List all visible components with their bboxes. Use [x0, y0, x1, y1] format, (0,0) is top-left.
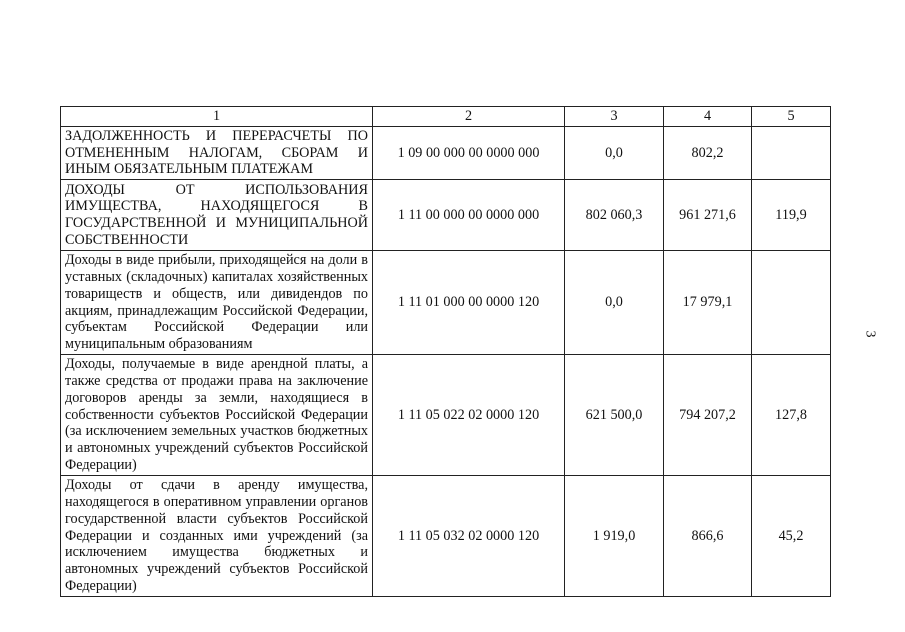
row-col3: 802 060,3 — [565, 180, 664, 251]
header-cell: 5 — [752, 107, 831, 127]
row-col5: 45,2 — [752, 475, 831, 596]
table-row — [61, 251, 831, 355]
row-description: Доходы от сдачи в аренду имущества, находящегося в оперативном управлении органов государственной власти субъектов Российской Федерации и созданных ими учреждений (за исключением имущества бюджетных и автономных учреждений субъектов Российской Федерации) — [61, 475, 373, 596]
row-col3: 1 919,0 — [565, 475, 664, 596]
row-description: Доходы, получаемые в виде арендной платы, а также средства от продажи права на заключение договоров аренды за земли, находящиеся в собственности субъектов Российской Федерации (за исключением земельных участков бюджетных и автономных учреждений субъектов Российской Федерации) — [61, 354, 373, 475]
row-col5: 119,9 — [752, 180, 831, 251]
header-cell: 4 — [664, 107, 752, 127]
row-code: 1 11 05 022 02 0000 120 — [373, 354, 565, 475]
row-col3: 0,0 — [565, 126, 664, 179]
table-row — [61, 126, 831, 179]
table-row — [61, 180, 831, 251]
table-header-row — [61, 107, 831, 127]
row-col5 — [752, 251, 831, 355]
row-code: 1 11 01 000 00 0000 120 — [373, 251, 565, 355]
row-col4: 866,6 — [664, 475, 752, 596]
header-cell: 3 — [565, 107, 664, 127]
row-col4: 17 979,1 — [664, 251, 752, 355]
row-col3: 0,0 — [565, 251, 664, 355]
row-col5 — [752, 126, 831, 179]
row-code: 1 09 00 000 00 0000 000 — [373, 126, 565, 179]
budget-revenue-table — [60, 106, 831, 597]
row-col4: 802,2 — [664, 126, 752, 179]
row-description: ЗАДОЛЖЕННОСТЬ И ПЕРЕРАСЧЕТЫ ПО ОТМЕНЕННЫМ НАЛОГАМ, СБОРАМ И ИНЫМ ОБЯЗАТЕЛЬНЫМ ПЛАТЕЖАМ — [61, 126, 373, 179]
table-row — [61, 354, 831, 475]
row-description: ДОХОДЫ ОТ ИСПОЛЬЗОВАНИЯ ИМУЩЕСТВА, НАХОДЯЩЕГОСЯ В ГОСУДАРСТВЕННОЙ И МУНИЦИПАЛЬНОЙ СОБСТВЕННОСТИ — [61, 180, 373, 251]
header-cell: 2 — [373, 107, 565, 127]
row-description: Доходы в виде прибыли, приходящейся на доли в уставных (складочных) капиталах хозяйственных товариществ и обществ, или дивидендов по акциям, принадлежащим Российской Федерации, субъектам Российской Федерации или муниципальным образованиям — [61, 251, 373, 355]
table-row — [61, 475, 831, 596]
page-number: 3 — [862, 330, 878, 338]
row-col5: 127,8 — [752, 354, 831, 475]
row-col3: 621 500,0 — [565, 354, 664, 475]
row-code: 1 11 00 000 00 0000 000 — [373, 180, 565, 251]
header-cell: 1 — [61, 107, 373, 127]
row-col4: 961 271,6 — [664, 180, 752, 251]
row-col4: 794 207,2 — [664, 354, 752, 475]
row-code: 1 11 05 032 02 0000 120 — [373, 475, 565, 596]
